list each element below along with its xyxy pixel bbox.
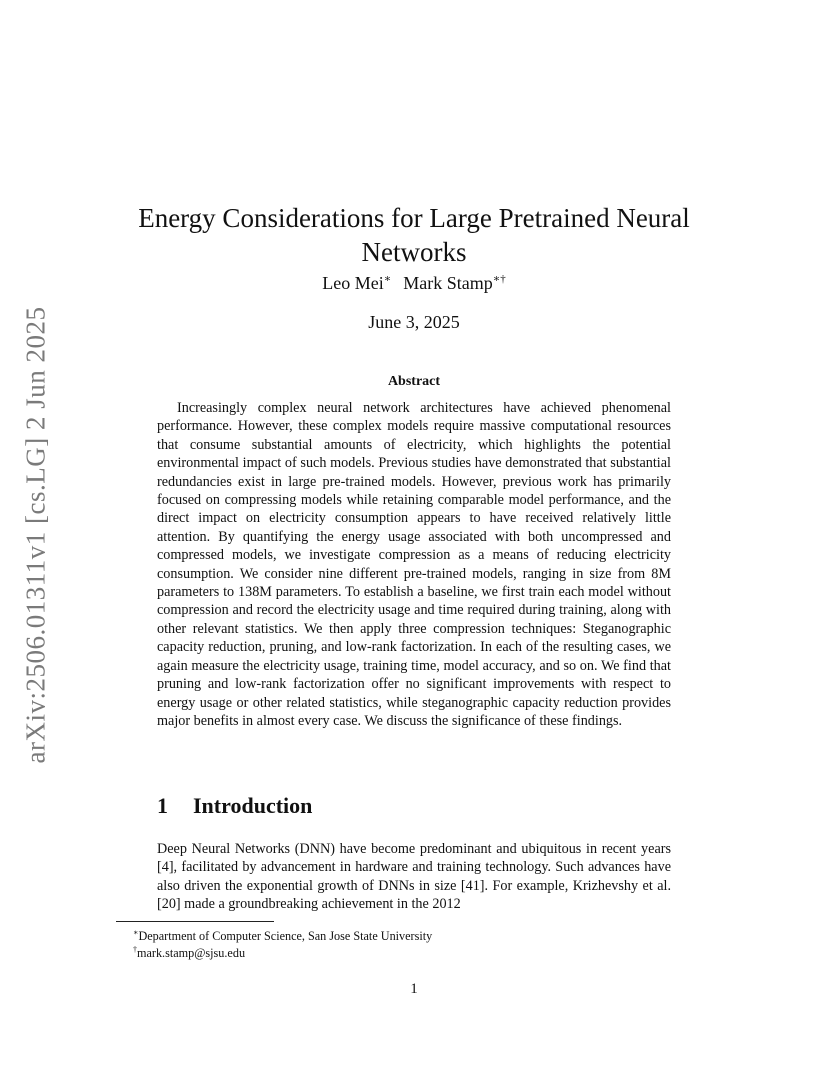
paper-title: Energy Considerations for Large Pretrained Neural Networks [138, 203, 690, 268]
author-affiliation-mark: ∗ [383, 273, 392, 285]
author-list [112, 272, 716, 294]
publication-date: June 3, 2025 [368, 312, 460, 332]
page-number: 1 [410, 981, 418, 997]
footnote-text: mark.stamp@sjsu.edu [137, 946, 246, 960]
footnote-text: Department of Computer Science, San Jose State University [138, 929, 433, 943]
section-title: Introduction [193, 793, 313, 818]
footnote-divider [116, 921, 274, 922]
section-heading [157, 793, 312, 819]
footnote-mark: ∗ [133, 928, 139, 937]
introduction-text: Deep Neural Networks (DNN) have become predominant and ubiquitous in recent years [4], facilitated by advancement in hardware and training technology. Such advances have also driven the exponential growth of DNNs in size [41]. For example, Krizhevshy et al. [20] made a groundbreaking achievement in the 2012 [157, 841, 671, 913]
section-number: 1 [157, 793, 168, 818]
abstract-heading: Abstract [387, 374, 441, 389]
author-name: Leo Mei [322, 273, 384, 293]
arxiv-identifier: arXiv:2506.01311v1 [cs.LG] 2 Jun 2025 [20, 306, 51, 764]
author-affiliation-mark: ∗† [492, 273, 506, 285]
footnote-mark: † [133, 945, 137, 954]
footnote-email [133, 942, 245, 961]
abstract-text: Increasingly complex neural network architectures have achieved phenomenal performance. However, these complex models require massive computational resources that consume substantial amounts of electricity, which highlights the potential environmental impact of such models. Previous studies have demonstrated that substantial redundancies exist in large pre-trained models. However, previous work has primarily focused on compressing models while retaining comparable model performance, and the direct impact on electricity consumption appears to have received relatively little attention. By quantifying the energy usage associated with both uncompressed and compressed models, we investigate compression as a means of reducing electricity consumption. We consider nine different pre-trained models, ranging in size from 8M parameters to 138M parameters. To establish a baseline, we first train each model without compression and record the electricity usage and time required during training, along with other relevant statistics. We then apply three compression techniques: Steganographic capacity reduction, pruning, and low-rank factorization. In each of the resulting cases, we again measure the electricity usage, training time, model accuracy, and so on. We find that pruning and low-rank factorization offer no significant improvements with respect to energy usage or other related statistics, while steganographic capacity reduction provides major benefits in almost every case. We discuss the significance of these findings. [157, 400, 671, 729]
author-name: Mark Stamp [403, 273, 493, 293]
